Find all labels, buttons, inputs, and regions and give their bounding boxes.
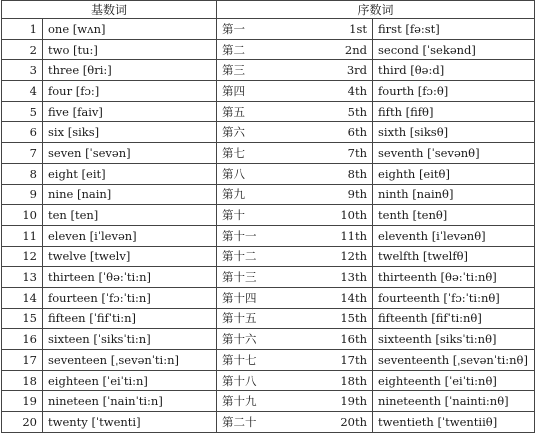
cell-ordinal-word: fifth [fifθ] <box>373 101 535 122</box>
cell-ordinal-word: seventeenth [ˌsevənˈti:nθ] <box>373 350 535 371</box>
cell-cardinal-word: two [tu:] <box>43 39 217 60</box>
cell-ordinal-word: thirteenth [θə:ˈti:nθ] <box>373 267 535 288</box>
cell-ordinal-chinese: 第十七 <box>217 350 285 371</box>
cell-ordinal-chinese: 第九 <box>217 184 285 205</box>
cell-ordinal-chinese: 第一 <box>217 19 285 40</box>
cell-number: 11 <box>2 225 43 246</box>
cell-cardinal-word: nine [nain] <box>43 184 217 205</box>
cell-number: 5 <box>2 101 43 122</box>
table-row <box>2 60 535 81</box>
cell-ordinal-abbrev: 17th <box>285 350 373 371</box>
cell-ordinal-abbrev: 12th <box>285 246 373 267</box>
table-row <box>2 267 535 288</box>
cell-ordinal-chinese: 第六 <box>217 122 285 143</box>
cell-cardinal-word: four [fɔ:] <box>43 81 217 102</box>
cell-ordinal-chinese: 第二十 <box>217 412 285 433</box>
header-row <box>2 1 535 19</box>
cell-number: 4 <box>2 81 43 102</box>
cell-number: 3 <box>2 60 43 81</box>
cell-cardinal-word: fifteen [ˈfifˈti:n] <box>43 308 217 329</box>
cell-cardinal-word: seventeen [ˌsevənˈti:n] <box>43 350 217 371</box>
table-row <box>2 329 535 350</box>
cell-cardinal-word: six [siks] <box>43 122 217 143</box>
cell-ordinal-abbrev: 14th <box>285 287 373 308</box>
cell-ordinal-word: fourth [fɔ:θ] <box>373 81 535 102</box>
cell-ordinal-word: eleventh [iˈlevənθ] <box>373 225 535 246</box>
table-row <box>2 163 535 184</box>
cell-cardinal-word: eleven [iˈlevən] <box>43 225 217 246</box>
cell-ordinal-word: third [θə:d] <box>373 60 535 81</box>
table-row <box>2 19 535 40</box>
cell-ordinal-abbrev: 16th <box>285 329 373 350</box>
cell-cardinal-word: eight [eit] <box>43 163 217 184</box>
cell-number: 19 <box>2 391 43 412</box>
cell-ordinal-abbrev: 9th <box>285 184 373 205</box>
table-row <box>2 122 535 143</box>
cell-ordinal-chinese: 第二 <box>217 39 285 60</box>
header-ordinal: 序数词 <box>217 1 535 19</box>
table-row <box>2 205 535 226</box>
cell-ordinal-abbrev: 4th <box>285 81 373 102</box>
cell-ordinal-abbrev: 13th <box>285 267 373 288</box>
cell-number: 2 <box>2 39 43 60</box>
table-row <box>2 287 535 308</box>
cell-ordinal-abbrev: 15th <box>285 308 373 329</box>
table-row <box>2 184 535 205</box>
cell-ordinal-abbrev: 3rd <box>285 60 373 81</box>
cell-number: 17 <box>2 350 43 371</box>
table-row <box>2 370 535 391</box>
cell-number: 13 <box>2 267 43 288</box>
cell-ordinal-word: nineteenth [ˈnainti:nθ] <box>373 391 535 412</box>
cell-ordinal-chinese: 第十四 <box>217 287 285 308</box>
cell-cardinal-word: sixteen [ˈsiksˈti:n] <box>43 329 217 350</box>
cell-number: 15 <box>2 308 43 329</box>
cell-ordinal-abbrev: 10th <box>285 205 373 226</box>
cell-cardinal-word: one [wʌn] <box>43 19 217 40</box>
cell-ordinal-word: ninth [nainθ] <box>373 184 535 205</box>
cell-cardinal-word: seven [ˈsevən] <box>43 143 217 164</box>
header-cardinal: 基数词 <box>2 1 217 19</box>
cell-ordinal-abbrev: 11th <box>285 225 373 246</box>
cell-ordinal-word: eighteenth [ˈeiˈti:nθ] <box>373 370 535 391</box>
cell-cardinal-word: nineteen [ˈnainˈti:n] <box>43 391 217 412</box>
cell-ordinal-word: sixth [siksθ] <box>373 122 535 143</box>
cell-ordinal-word: first [fə:st] <box>373 19 535 40</box>
cell-ordinal-word: eighth [eitθ] <box>373 163 535 184</box>
table-row <box>2 81 535 102</box>
cell-number: 6 <box>2 122 43 143</box>
cell-ordinal-word: twelfth [twelfθ] <box>373 246 535 267</box>
cell-ordinal-abbrev: 20th <box>285 412 373 433</box>
cell-cardinal-word: eighteen [ˈeiˈti:n] <box>43 370 217 391</box>
cell-number: 14 <box>2 287 43 308</box>
cell-ordinal-abbrev: 2nd <box>285 39 373 60</box>
cell-ordinal-chinese: 第十 <box>217 205 285 226</box>
table-row <box>2 101 535 122</box>
numerals-table <box>1 0 535 433</box>
cell-ordinal-chinese: 第八 <box>217 163 285 184</box>
cell-ordinal-word: fifteenth [fifˈti:nθ] <box>373 308 535 329</box>
cell-ordinal-word: second [ˈsekənd] <box>373 39 535 60</box>
table-row <box>2 225 535 246</box>
cell-number: 7 <box>2 143 43 164</box>
cell-ordinal-word: fourteenth [ˈfɔ:ˈti:nθ] <box>373 287 535 308</box>
cell-ordinal-abbrev: 8th <box>285 163 373 184</box>
cell-cardinal-word: thirteen [ˈθə:ˈti:n] <box>43 267 217 288</box>
cell-ordinal-chinese: 第十二 <box>217 246 285 267</box>
cell-ordinal-chinese: 第十五 <box>217 308 285 329</box>
cell-cardinal-word: three [θri:] <box>43 60 217 81</box>
cell-ordinal-word: tenth [tenθ] <box>373 205 535 226</box>
table-row <box>2 39 535 60</box>
cell-number: 16 <box>2 329 43 350</box>
cell-ordinal-chinese: 第四 <box>217 81 285 102</box>
cell-number: 8 <box>2 163 43 184</box>
cell-ordinal-abbrev: 18th <box>285 370 373 391</box>
table-row <box>2 350 535 371</box>
cell-ordinal-abbrev: 7th <box>285 143 373 164</box>
cell-ordinal-chinese: 第五 <box>217 101 285 122</box>
cell-ordinal-abbrev: 19th <box>285 391 373 412</box>
cell-cardinal-word: five [faiv] <box>43 101 217 122</box>
cell-cardinal-word: ten [ten] <box>43 205 217 226</box>
cell-number: 20 <box>2 412 43 433</box>
table-row <box>2 143 535 164</box>
cell-cardinal-word: twelve [twelv] <box>43 246 217 267</box>
cell-ordinal-word: seventh [ˈsevənθ] <box>373 143 535 164</box>
cell-ordinal-abbrev: 6th <box>285 122 373 143</box>
cell-ordinal-abbrev: 5th <box>285 101 373 122</box>
cell-ordinal-chinese: 第十三 <box>217 267 285 288</box>
cell-cardinal-word: fourteen [ˈfɔ:ˈti:n] <box>43 287 217 308</box>
table-row <box>2 412 535 433</box>
table-row <box>2 391 535 412</box>
cell-number: 18 <box>2 370 43 391</box>
cell-ordinal-word: twentieth [ˈtwentiiθ] <box>373 412 535 433</box>
cell-ordinal-abbrev: 1st <box>285 19 373 40</box>
table-body <box>2 19 535 433</box>
cell-number: 12 <box>2 246 43 267</box>
cell-ordinal-chinese: 第十一 <box>217 225 285 246</box>
table-row <box>2 246 535 267</box>
table-row <box>2 308 535 329</box>
cell-ordinal-chinese: 第七 <box>217 143 285 164</box>
cell-ordinal-word: sixteenth [siksˈti:nθ] <box>373 329 535 350</box>
cell-cardinal-word: twenty [ˈtwenti] <box>43 412 217 433</box>
cell-ordinal-chinese: 第三 <box>217 60 285 81</box>
cell-ordinal-chinese: 第十九 <box>217 391 285 412</box>
cell-ordinal-chinese: 第十六 <box>217 329 285 350</box>
cell-number: 9 <box>2 184 43 205</box>
cell-ordinal-chinese: 第十八 <box>217 370 285 391</box>
cell-number: 1 <box>2 19 43 40</box>
cell-number: 10 <box>2 205 43 226</box>
